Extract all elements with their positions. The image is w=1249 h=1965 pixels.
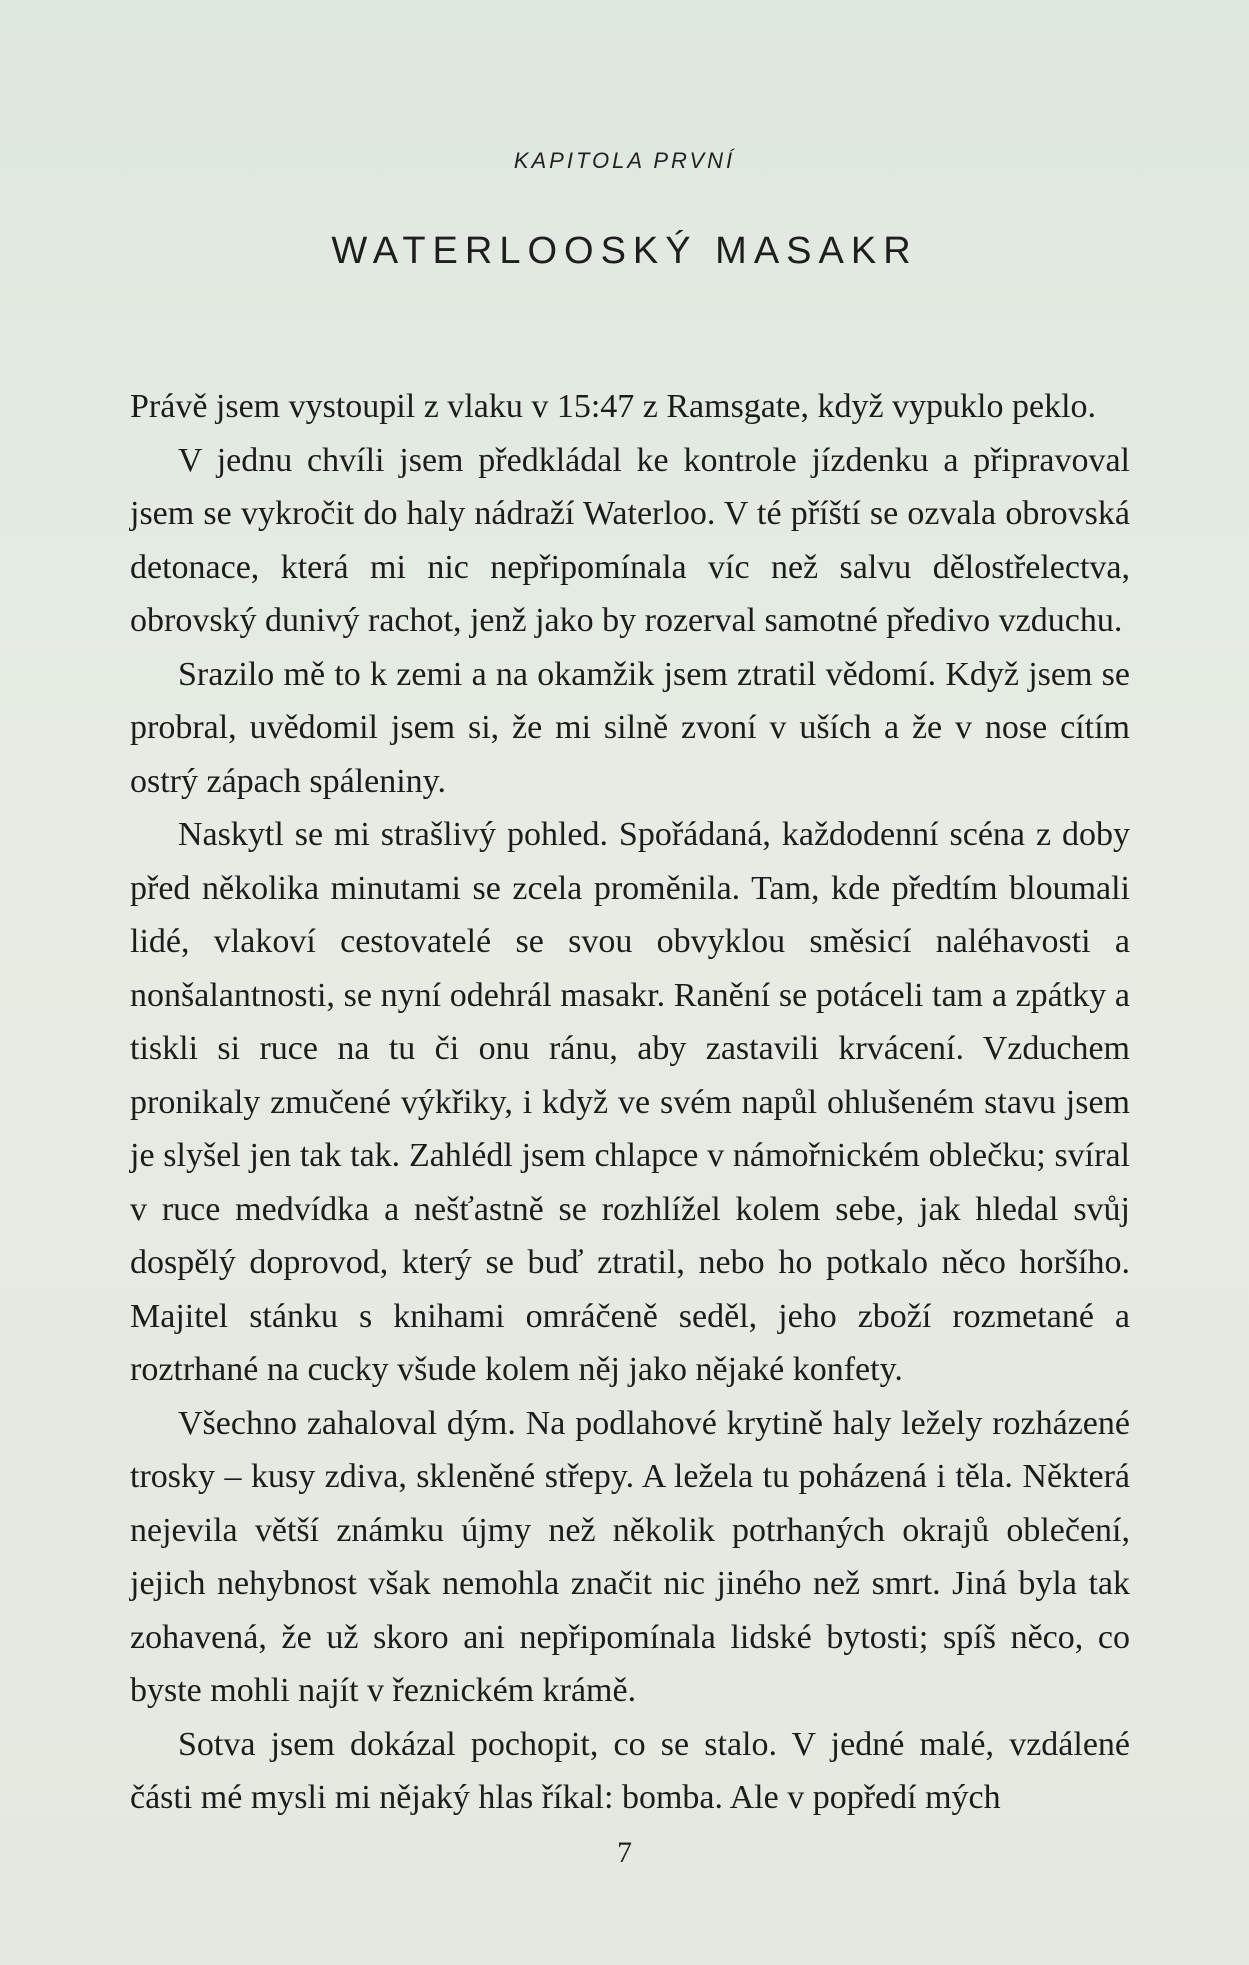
paragraph: Srazilo mě to k zemi a na okamžik jsem ztratil vědomí. Když jsem se probral, uvědomil jsem si, že mi silně zvoní v uších a že v nose cítím ostrý zápach spáleniny. (130, 655, 1130, 800)
chapter-label: KAPITOLA PRVNÍ (513, 148, 736, 173)
paragraph: Naskytl se mi strašlivý pohled. Spořádaná, každodenní scéna z doby před několika minutami se zcela proměnila. Tam, kde předtím bloumali lidé, vlakoví cestovatelé se svou obvyklou směsicí naléhavosti a nonšalantnosti, se nyní odehrál masakr. Ranění se potáceli tam a zpátky a tiskli si ruce na tu či onu ránu, aby zastavili krvácení. Vzduchem pronikaly zmučené výkřiky, i když ve svém napůl ohlušeném stavu jsem je slyšel jen tak tak. Zahlédl jsem chlapce v námořnickém oblečku; svíral v ruce medvídka a nešťastně se rozhlížel kolem sebe, jak hledal svůj dospělý doprovod, který se buď ztratil, nebo ho potkalo něco horšího. Majitel stánku s knihami omráčeně seděl, jeho zboží rozmetané a roztrhané na cucky všude kolem něj jako nějaké konfety. (130, 816, 1130, 1388)
page-number: 7 (617, 1836, 632, 1869)
paragraph: Všechno zahaloval dým. Na podlahové krytině haly ležely rozházené trosky – kusy zdiva, skleněné střepy. A ležela tu poházená i těla. Některá nejevila větší známku újmy než několik potrhaných okrajů oblečení, jejich nehybnost však nemohla značit nic jiného než smrt. Jiná byla tak zohavená, že už skoro ani nepřipomínala lidské bytosti; spíš něco, co byste mohli najít v řeznickém krámě. (130, 1404, 1130, 1709)
paragraph: V jednu chvíli jsem předkládal ke kontrole jízdenku a připravoval jsem se vykročit do haly nádraží Waterloo. V té příští se ozvala obrovská detonace, která mi nic nepřipomínala víc než salvu dělostřelectva, obrovský dunivý rachot, jenž jako by rozerval samotné předivo vzduchu. (130, 441, 1130, 639)
paragraph: Sotva jsem dokázal pochopit, co se stalo. V jedné malé, vzdálené části mé mysli mi nějaký hlas říkal: bomba. Ale v popředí mých (130, 1725, 1130, 1816)
body-text (130, 380, 1130, 1825)
chapter-title: WATERLOOSKÝ MASAKR (331, 230, 918, 272)
paragraph: Právě jsem vystoupil z vlaku v 15:47 z Ramsgate, když vypuklo peklo. (130, 388, 1097, 425)
